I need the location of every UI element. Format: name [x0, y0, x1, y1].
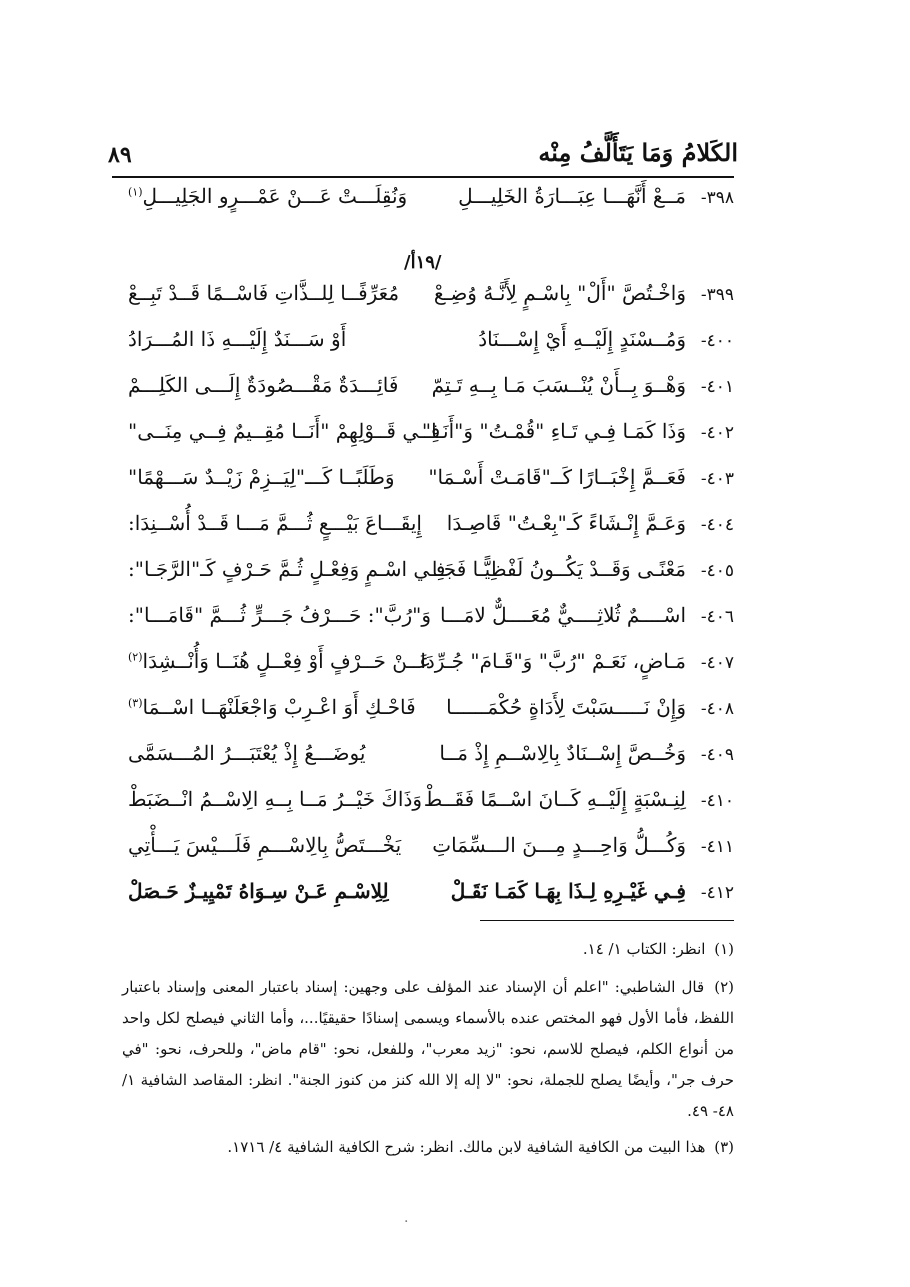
- verse-number: ٤١٠-: [700, 791, 734, 811]
- verse-first-hemistich: وَهْــوَ بِــأَنْ يُنْــسَبَ مَـا بِــهِ تَـتِمّ: [431, 373, 686, 397]
- verse-second-hemistich: [128, 649, 431, 673]
- verse-number: ٤٠٤-: [700, 515, 734, 535]
- verse-second-hemistich: يَخْـــتَصُّ بِالِاسْـــمِ فَلَـــيْسَ يَـــأْتِي: [128, 833, 402, 857]
- verse-second-hemistich: فَائِـــدَةٌ مَقْـــصُودَةٌ إِلَـــى الكَلِـــمْ: [128, 373, 399, 397]
- verse-number: ٤٠٧-: [700, 653, 734, 673]
- verse-number: ٤٠١-: [700, 377, 734, 397]
- verse-second-hemistich: لِلِاسْـمِ عَـنْ سِـوَاهُ تَمْيِيـزٌ حَـصَلْ: [128, 879, 389, 903]
- verse-second-hemistich: [128, 184, 407, 208]
- verse-number: ٤٠٩-: [700, 745, 734, 765]
- footnote-divider: [480, 920, 734, 921]
- verse-number: ٤٠٣-: [700, 469, 734, 489]
- footnote-ref: (٣): [128, 696, 143, 710]
- verse-row: [128, 461, 734, 501]
- verse-row: [128, 277, 734, 317]
- footnote-text: قال الشاطبي: "اعلم أن الإسناد عند المؤلف على وجهين: إسناد باعتبار المعنى وإسناد باعتبار اللفظ، فأما الأول فهو المختص عنده بالأسماء ويسمى إسنادًا حقيقيًا...، وأما الثاني فيصلح لكل واحد من أنواع الكلم، فيصلح للاسم، نحو: "زيد معرب"، وللفعل، نحو: "قام ماض"، وللحرف، نحو: "في حرف جر"، وأيضًا يصلح للجملة، نحو: "لا إله إلا الله كنز من كنوز الجنة". انظر: المقاصد الشافية ١/ ٤٨- ٤٩.: [122, 978, 734, 1120]
- footnote-number: (٢): [714, 978, 734, 996]
- verse-second-hemistich: وَذَاكَ خَيْــرُ مَــا بِــهِ الِاسْــمُ انْــضَبَطْ: [128, 787, 423, 811]
- verse-first-hemistich: مَـاضٍ، نَعَـمْ "رُبَّ" وَ"قَـامَ" جُـرِّدَا: [420, 649, 686, 673]
- running-header-title: الكَلامُ وَمَا يَتَأَلَّفُ مِنْه: [538, 138, 738, 167]
- verse-row: [128, 553, 734, 593]
- footnote-ref: (١): [128, 185, 143, 199]
- verse-second-hemistich: فِــي قَــوْلِهِمْ "أَنَــا مُقِــيمٌ فِــي مِنَــى": [128, 419, 441, 443]
- verse-first-hemistich: اسْــــمٌ ثُلاثِــــيٌّ مُعَــــلٌّ لامَـــا: [439, 603, 686, 627]
- verse-second-hemistich: إِيقَـــاعَ بَيْـــعٍ ثُـــمَّ مَـــا قَــدْ أُسْــنِدَا:: [128, 511, 422, 535]
- footnote-number: (١): [714, 940, 734, 958]
- hemistich-text: فَاحْـكِ أَوَ اعْـرِبْ وَاجْعَلَنْهَــا اسْــمَا: [142, 695, 416, 719]
- verse-first-hemistich: وَذَا كَمَـا فِـي تَـاءِ "قُمْـتُ" وَ"أَنَـا": [421, 419, 686, 443]
- page-number: ٨٩: [108, 142, 132, 168]
- verse-first-hemistich: فَعَــمَّ إِخْبَــارًا كَــ"قَامَـتْ أَسْـمَا": [428, 465, 686, 489]
- verse-first-hemistich: وَخُــصَّ إِسْــنَادٌ بِالِاسْــمِ إِذْ مَــا: [439, 741, 686, 765]
- hemistich-text: عَــنْ حَــرْفٍ أَوْ فِعْــلٍ هُنَــا وَأُنْــشِدَا: [142, 649, 432, 673]
- verse-first-hemistich: وَكُـــلُّ وَاحِـــدٍ مِـــنَ الـــسِّمَاتِ: [432, 833, 686, 857]
- footnote-ref: (٢): [128, 650, 143, 664]
- footnote: [122, 1132, 734, 1163]
- footnote-number: (٣): [714, 1138, 734, 1156]
- verse-first-hemistich: وَمُــسْنَدٍ إِلَيْــهِ أَيْ إِسْـــنَادُ: [478, 327, 686, 351]
- verse-row: [128, 507, 734, 547]
- verse-number: ٤٠٨-: [700, 699, 734, 719]
- verse-first-hemistich: مَــعْ أَنَّهَـــا عِبَـــارَةُ الخَلِيـــلِ: [458, 184, 686, 208]
- verse-row: [128, 783, 734, 823]
- verse-number: ٤٠٥-: [700, 561, 734, 581]
- verse-row: [128, 875, 734, 915]
- footnote: [122, 934, 734, 965]
- verse-number: ٤١١-: [700, 837, 734, 857]
- verse-number: ٤١٢-: [700, 883, 734, 903]
- verse-row: [128, 323, 734, 363]
- verse-second-hemistich: وَطَلَبًــا كَـــ"لِيَــزِمْ زَيْــدٌ سَـــهْمًا": [128, 465, 395, 489]
- verse-row: [128, 691, 734, 731]
- verse-number: ٣٩٩-: [700, 285, 734, 305]
- verse-second-hemistich: مُعَرِّفًــا لِلــذَّاتِ فَاسْــمًا قَــدْ تَبِــعْ: [128, 281, 400, 305]
- hemistich-text: وَنُقِلَـــتْ عَـــنْ عَمْـــرٍو الجَلِيـــلِ: [142, 184, 408, 208]
- verse-row: [128, 645, 734, 685]
- verse-first-hemistich: مَعْنًـى وَقَــدْ يَكُــونُ لَفْظِيًّـا فَجَـا: [431, 557, 686, 581]
- verse-number: ٤٠٠-: [700, 331, 734, 351]
- verse-second-hemistich: فِـي اسْـمٍ وَفِعْـلٍ ثُـمَّ حَـرْفٍ كَـ"الرَّجَـا":: [128, 557, 446, 581]
- verse-row: [128, 829, 734, 869]
- verse-first-hemistich: وَاخْـتُصَّ "أَلْ" بِاسْـمٍ لِأَنَّـهُ وُضِـعْ: [433, 281, 686, 305]
- verse-second-hemistich: يُوضَـــعُ إِذْ يُعْتَبَـــرُ المُـــسَمَّى: [128, 741, 366, 765]
- page-mark: .: [404, 1210, 409, 1226]
- verse-first-hemistich: فِـي غَيْـرِهِ لِـذَا بِهَـا كَمَـا نَقَـلْ: [450, 879, 686, 903]
- verse-row: [128, 599, 734, 639]
- verse-second-hemistich: أَوْ سَـــنَدٌ إِلَيْـــهِ ذَا المُـــرَادُ: [128, 327, 347, 351]
- verse-first-hemistich: وَإِنْ نَـــــسَبْتَ لِأَدَاةٍ حُكْمَــــــا: [446, 695, 686, 719]
- verse-number: ٤٠٢-: [700, 423, 734, 443]
- verse-row: [128, 737, 734, 777]
- folio-marker: /١٩أ/: [404, 252, 442, 273]
- verse-row: [128, 415, 734, 455]
- footnote-text: هذا البيت من الكافية الشافية لابن مالك. انظر: شرح الكافية الشافية ٤/ ١٧١٦.: [227, 1138, 706, 1156]
- verse-number: ٣٩٨-: [700, 188, 734, 208]
- verse-row: [128, 369, 734, 409]
- footnote: [122, 972, 734, 1127]
- verse-number: ٤٠٦-: [700, 607, 734, 627]
- verse-second-hemistich: [128, 695, 416, 719]
- header-divider: [112, 176, 734, 178]
- verse-row: [128, 180, 734, 220]
- verse-first-hemistich: وَعَـمَّ إِنْـشَاءً كَـ"بِعْـتُ" قَاصِـدَا: [446, 511, 686, 535]
- verse-second-hemistich: وَ"رُبَّ": حَـــرْفُ جَـــرٍّ ثُـــمَّ "قَامَـــا":: [128, 603, 432, 627]
- verse-first-hemistich: لِنِـسْبَةٍ إِلَيْــهِ كَــانَ اسْــمًا فَقَــطْ: [423, 787, 686, 811]
- footnote-text: انظر: الكتاب ١/ ١٤.: [582, 940, 706, 958]
